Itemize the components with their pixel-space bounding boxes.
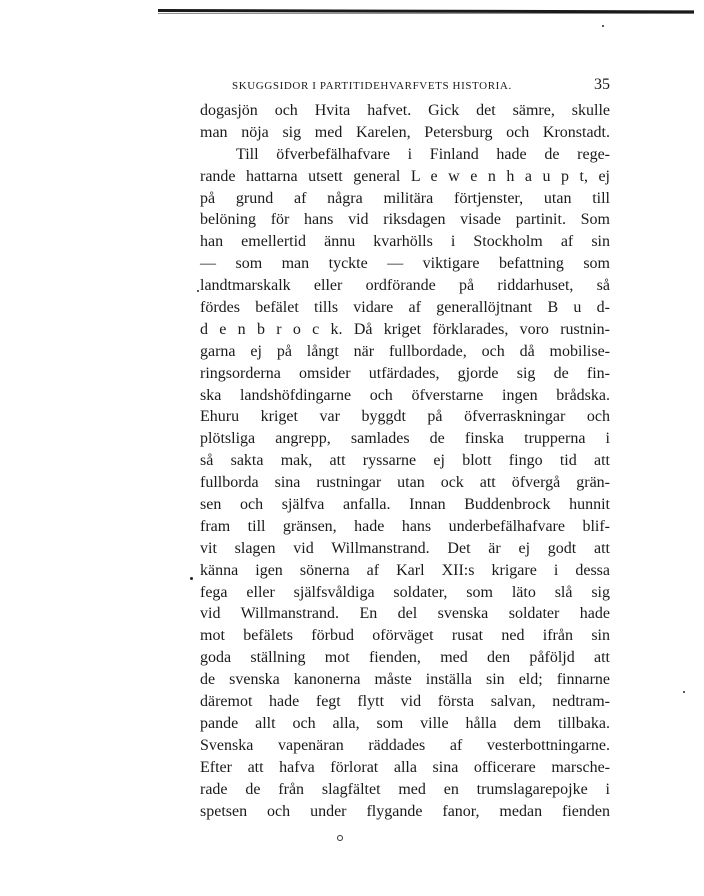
text-line: känna igen sönerna af Karl XII:s krigare i dessa xyxy=(200,561,610,579)
text-line: vit slagen vid Willmanstrand. Det är ej godt att xyxy=(200,539,610,557)
scan-speck xyxy=(190,577,193,580)
text-line: pande allt och alla, som ville hålla dem tillbaka. xyxy=(200,714,610,732)
text-line: på grund af några militära förtjenster, utan till xyxy=(200,189,610,207)
text-line: fega eller själfsvåldiga soldater, som läto slå sig xyxy=(200,583,610,601)
text-line: han emellertid ännu kvarhölls i Stockholm af sin xyxy=(200,233,610,251)
scan-speck xyxy=(197,290,199,292)
text-line: rade de från slagfältet med en trumslagarepojke i xyxy=(200,780,610,798)
text-line: rande hattarna utsett general L e w e n h a u p t, ej xyxy=(200,167,610,185)
scan-speck xyxy=(602,25,604,27)
text-line: goda ställning mot fienden, med den påföljd att xyxy=(200,649,610,667)
scan-speck xyxy=(683,691,685,693)
text-line: plötsliga angrepp, samlades de finska trupperna i xyxy=(200,430,610,448)
scan-ring-mark xyxy=(337,835,343,841)
text-line: spetsen och under flygande fanor, medan fienden xyxy=(200,802,610,820)
text-line: de svenska kanonerna måste inställa sin eld; finnarne xyxy=(200,671,610,689)
text-line: Efter att hafva förlorat alla sina officerare marsche- xyxy=(200,758,610,776)
text-line: — som man tyckte — viktigare befattning som xyxy=(200,255,610,273)
text-line: fullborda sina rustningar utan ock att öfvergå grän- xyxy=(200,474,610,492)
text-line: vid Willmanstrand. En del svenska soldater hade xyxy=(200,605,610,623)
text-line: Till öfverbefälhafvare i Finland hade de rege- xyxy=(236,145,610,163)
text-line: d e n b r o c k. Då kriget förklarades, voro rustnin- xyxy=(200,320,610,338)
text-line: mot befälets förbud oförväget rusat ned ifrån sin xyxy=(200,627,610,645)
running-title: SKUGGSIDOR I PARTITIDEHVARFVETS HISTORIA. xyxy=(232,80,512,92)
text-line: fördes befälet tills vidare af generallöjtnant B u d- xyxy=(200,299,610,317)
text-line: Svenska vapenäran räddades af vesterbottningarne. xyxy=(200,736,610,754)
text-line: ska landshöfdingarne och öfverstarne ingen brådska. xyxy=(200,386,610,404)
text-line: dogasjön och Hvita hafvet. Gick det sämre, skulle xyxy=(200,102,610,119)
text-line: sen och själfva anfalla. Innan Buddenbrock hunnit xyxy=(200,496,610,514)
text-line: ringsorderna omsider utfärdades, gjorde sig de fin- xyxy=(200,364,610,382)
top-border-rule-shadow xyxy=(158,13,694,14)
text-line: Ehuru kriget var byggdt på öfverraskningar och xyxy=(200,408,610,426)
text-line: man nöja sig med Karelen, Petersburg och Kronstadt. xyxy=(200,123,610,141)
text-line: så sakta mak, att ryssarne ej blott fingo tid att xyxy=(200,452,610,470)
text-line: garna ej på långt när fullbordade, och då mobilise- xyxy=(200,342,610,360)
text-line: belöning för hans vid riksdagen visade partinit. Som xyxy=(200,211,610,229)
body-text xyxy=(200,100,610,822)
text-line: däremot hade fegt flytt vid första salvan, nedtram- xyxy=(200,693,610,711)
page-number: 35 xyxy=(594,76,610,93)
text-line: landtmarskalk eller ordförande på riddarhuset, så xyxy=(200,277,610,295)
running-header xyxy=(232,76,610,96)
text-line: fram till gränsen, hade hans underbefälhafvare blif- xyxy=(200,517,610,535)
